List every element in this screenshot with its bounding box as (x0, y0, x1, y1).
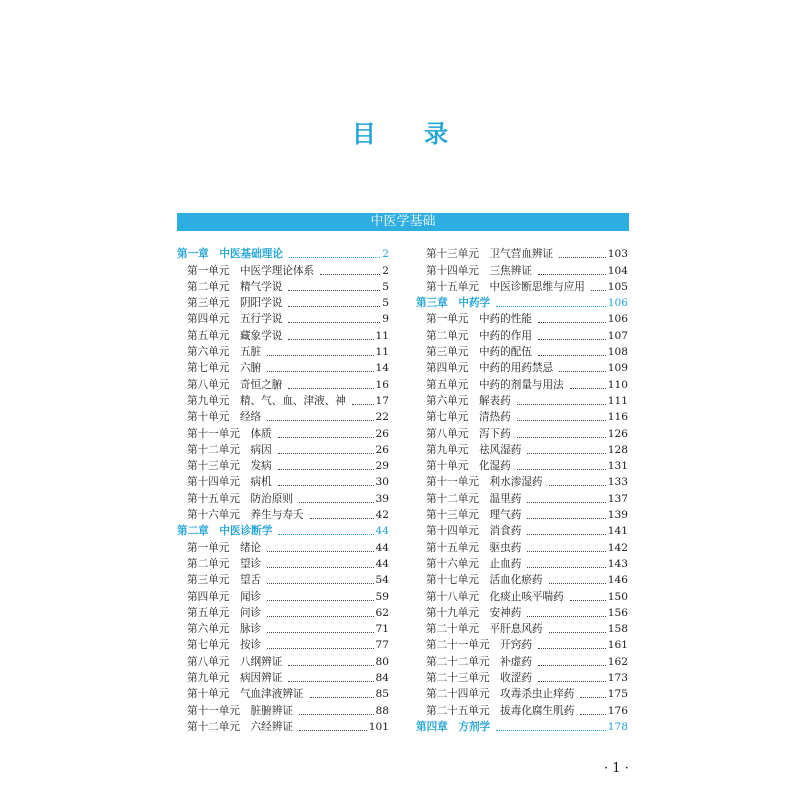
entry-page-number: 54 (375, 574, 389, 587)
toc-unit-entry (416, 424, 628, 440)
entry-title: 第三单元 阴阳学说 (187, 297, 283, 310)
toc-unit-entry (416, 375, 628, 391)
toc-unit-entry (416, 278, 628, 294)
dot-leader (538, 355, 606, 356)
entry-page-number: 39 (375, 492, 389, 505)
dot-leader (267, 616, 373, 617)
toc-right-column (416, 245, 628, 734)
toc-unit-entry (416, 441, 628, 457)
toc-chapter-entry (416, 718, 628, 734)
toc-unit-entry (177, 294, 389, 310)
entry-title: 第九单元 祛风湿药 (426, 443, 522, 456)
entry-title: 第二章 中医诊断学 (177, 525, 273, 538)
entry-page-number: 133 (607, 476, 628, 489)
entry-title: 第七单元 按诊 (187, 639, 262, 652)
dot-leader (496, 306, 606, 307)
toc-unit-entry (177, 555, 389, 571)
entry-title: 第六单元 五脏 (187, 346, 262, 359)
entry-title: 第九单元 精、气、血、津液、神 (187, 394, 346, 407)
entry-title: 第十单元 经络 (187, 411, 262, 424)
entry-page-number: 107 (607, 329, 628, 342)
entry-title: 第十三单元 理气药 (426, 509, 522, 522)
entry-page-number: 14 (375, 362, 389, 375)
dot-leader (527, 551, 605, 552)
page-title: 目 录 (351, 120, 469, 148)
entry-title: 第十五单元 防治原则 (187, 492, 293, 505)
entry-page-number: 139 (607, 509, 628, 522)
toc-unit-entry (177, 604, 389, 620)
toc-unit-entry (177, 473, 389, 489)
entry-title: 第十五单元 中医诊断思维与应用 (426, 280, 585, 293)
entry-page-number: 109 (607, 362, 628, 375)
toc-unit-entry (177, 424, 389, 440)
entry-page-number: 150 (607, 590, 628, 603)
dot-leader (538, 274, 606, 275)
toc-unit-entry (416, 457, 628, 473)
entry-title: 第二十五单元 拔毒化腐生肌药 (426, 704, 575, 717)
entry-title: 第八单元 奇恒之腑 (187, 378, 283, 391)
entry-page-number: 106 (607, 313, 628, 326)
toc-unit-entry (177, 343, 389, 359)
entry-title: 第十四单元 消食药 (426, 525, 522, 538)
entry-title: 第十九单元 安神药 (426, 606, 522, 619)
entry-title: 第二单元 中药的作用 (426, 329, 532, 342)
toc-unit-entry (177, 571, 389, 587)
entry-page-number: 126 (607, 427, 628, 440)
entry-page-number: 80 (375, 655, 389, 668)
entry-title: 第二十一单元 开窍药 (426, 639, 532, 652)
dot-leader (527, 616, 605, 617)
dot-leader (527, 518, 605, 519)
entry-title: 第十一单元 体质 (187, 427, 272, 440)
dot-leader (538, 665, 606, 666)
entry-page-number: 175 (607, 688, 628, 701)
dot-leader (591, 290, 606, 291)
entry-title: 第三单元 中药的配伍 (426, 346, 532, 359)
entry-page-number: 16 (375, 378, 389, 391)
dot-leader (527, 567, 605, 568)
entry-title: 第十八单元 化痰止咳平喘药 (426, 590, 564, 603)
entry-page-number: 11 (375, 329, 389, 342)
toc-unit-entry (416, 326, 628, 342)
entry-page-number: 111 (607, 394, 628, 407)
dot-leader (267, 600, 373, 601)
dot-leader (299, 502, 374, 503)
dot-leader (538, 322, 606, 323)
entry-title: 第七单元 六腑 (187, 362, 262, 375)
entry-page-number: 44 (375, 557, 389, 570)
entry-title: 第二十二单元 补虚药 (426, 655, 532, 668)
entry-title: 第十一单元 利水渗湿药 (426, 476, 543, 489)
toc-unit-entry (416, 245, 628, 261)
entry-page-number: 29 (375, 460, 389, 473)
entry-page-number: 17 (375, 394, 389, 407)
toc-unit-entry (177, 506, 389, 522)
toc-unit-entry (416, 392, 628, 408)
toc-unit-entry (177, 441, 389, 457)
toc-unit-entry (416, 343, 628, 359)
dot-leader (288, 306, 380, 307)
entry-page-number: 30 (375, 476, 389, 489)
toc-unit-entry (416, 669, 628, 685)
dot-leader (527, 502, 605, 503)
entry-page-number: 5 (382, 297, 389, 310)
dot-leader (267, 583, 373, 584)
toc-unit-entry (416, 522, 628, 538)
entry-page-number: 108 (607, 346, 628, 359)
entry-page-number: 5 (382, 280, 389, 293)
entry-title: 第二十单元 平肝息风药 (426, 623, 543, 636)
toc-unit-entry (177, 685, 389, 701)
dot-leader (538, 339, 606, 340)
toc-unit-entry (416, 636, 628, 652)
entry-page-number: 173 (607, 672, 628, 685)
dot-leader (352, 404, 374, 405)
dot-leader (496, 730, 606, 731)
dot-leader (288, 322, 380, 323)
dot-leader (288, 339, 373, 340)
toc-unit-entry (177, 408, 389, 424)
dot-leader (570, 388, 606, 389)
toc-unit-entry (177, 261, 389, 277)
dot-leader (549, 485, 606, 486)
dot-leader (527, 453, 605, 454)
entry-title: 第十三单元 发病 (187, 460, 272, 473)
dot-leader (289, 257, 380, 258)
entry-title: 第二十三单元 收涩药 (426, 672, 532, 685)
dot-leader (267, 355, 373, 356)
dot-leader (278, 453, 374, 454)
entry-title: 第十单元 气血津液辨证 (187, 688, 304, 701)
dot-leader (288, 388, 373, 389)
entry-page-number: 128 (607, 443, 628, 456)
toc-chapter-entry (177, 522, 389, 538)
dot-leader (538, 681, 606, 682)
dot-leader (559, 371, 606, 372)
dot-leader (580, 697, 605, 698)
dot-leader (299, 730, 367, 731)
dot-leader (278, 469, 374, 470)
dot-leader (517, 469, 606, 470)
dot-leader (517, 420, 606, 421)
entry-page-number: 77 (375, 639, 389, 652)
dot-leader (549, 632, 606, 633)
dot-leader (288, 681, 373, 682)
entry-title: 第八单元 泻下药 (426, 427, 511, 440)
toc-unit-entry (416, 261, 628, 277)
entry-page-number: 162 (607, 655, 628, 668)
toc-unit-entry (177, 359, 389, 375)
entry-title: 第四单元 五行学说 (187, 313, 283, 326)
entry-title: 第一单元 中药的性能 (426, 313, 532, 326)
entry-page-number: 142 (607, 541, 628, 554)
dot-leader (559, 257, 606, 258)
toc-unit-entry (416, 310, 628, 326)
entry-title: 第十六单元 止血药 (426, 557, 522, 570)
dot-leader (517, 404, 606, 405)
toc-unit-entry (416, 489, 628, 505)
entry-page-number: 71 (375, 623, 389, 636)
dot-leader (288, 290, 380, 291)
toc-unit-entry (177, 310, 389, 326)
entry-title: 第三章 中药学 (416, 297, 491, 310)
entry-title: 第十二单元 温里药 (426, 492, 522, 505)
entry-page-number: 158 (607, 623, 628, 636)
entry-title: 第十七单元 活血化瘀药 (426, 574, 543, 587)
dot-leader (278, 485, 374, 486)
entry-page-number: 84 (375, 672, 389, 685)
entry-title: 第八单元 八纲辨证 (187, 655, 283, 668)
entry-page-number: 44 (375, 525, 389, 538)
entry-page-number: 116 (607, 411, 628, 424)
entry-page-number: 44 (375, 541, 389, 554)
entry-title: 第十四单元 三焦辨证 (426, 264, 532, 277)
entry-title: 第二单元 望诊 (187, 557, 262, 570)
dot-leader (517, 437, 606, 438)
dot-leader (310, 697, 374, 698)
entry-title: 第十二单元 病因 (187, 443, 272, 456)
toc-unit-entry (177, 326, 389, 342)
toc-unit-entry (177, 587, 389, 603)
toc-unit-entry (177, 278, 389, 294)
entry-title: 第十单元 化湿药 (426, 460, 511, 473)
entry-title: 第四单元 闻诊 (187, 590, 262, 603)
page-number: · 1 · (604, 761, 629, 776)
toc-unit-entry (177, 457, 389, 473)
dot-leader (288, 665, 373, 666)
entry-title: 第四章 方剂学 (416, 720, 491, 733)
toc-unit-entry (177, 620, 389, 636)
dot-leader (310, 518, 374, 519)
toc-unit-entry (177, 375, 389, 391)
entry-title: 第五单元 藏象学说 (187, 329, 283, 342)
toc-unit-entry (416, 587, 628, 603)
toc-chapter-entry (177, 245, 389, 261)
entry-page-number: 59 (375, 590, 389, 603)
entry-title: 第一单元 中医学理论体系 (187, 264, 315, 277)
entry-title: 第一章 中医基础理论 (177, 248, 283, 261)
entry-page-number: 143 (607, 557, 628, 570)
toc-unit-entry (416, 620, 628, 636)
entry-page-number: 146 (607, 574, 628, 587)
entry-page-number: 85 (375, 688, 389, 701)
entry-page-number: 176 (607, 704, 628, 717)
entry-title: 第十四单元 病机 (187, 476, 272, 489)
entry-page-number: 26 (375, 443, 389, 456)
entry-page-number: 103 (607, 248, 628, 261)
entry-page-number: 62 (375, 606, 389, 619)
toc-unit-entry (177, 636, 389, 652)
entry-page-number: 105 (607, 280, 628, 293)
toc-unit-entry (416, 571, 628, 587)
entry-title: 第五单元 中药的剂量与用法 (426, 378, 564, 391)
toc-unit-entry (177, 489, 389, 505)
entry-page-number: 22 (375, 411, 389, 424)
dot-leader (267, 648, 373, 649)
toc-unit-entry (416, 604, 628, 620)
entry-page-number: 26 (375, 427, 389, 440)
toc-unit-entry (416, 538, 628, 554)
dot-leader (299, 714, 374, 715)
toc-unit-entry (177, 392, 389, 408)
entry-title: 第七单元 清热药 (426, 411, 511, 424)
toc-left-column (177, 245, 389, 734)
toc-unit-entry (416, 685, 628, 701)
dot-leader (267, 371, 373, 372)
entry-page-number: 104 (607, 264, 628, 277)
entry-title: 第九单元 病因辨证 (187, 672, 283, 685)
entry-page-number: 110 (607, 378, 628, 391)
entry-title: 第六单元 解表药 (426, 394, 511, 407)
toc-unit-entry (177, 669, 389, 685)
dot-leader (267, 551, 373, 552)
entry-page-number: 101 (368, 720, 389, 733)
entry-page-number: 88 (375, 704, 389, 717)
toc-unit-entry (416, 473, 628, 489)
entry-page-number: 131 (607, 460, 628, 473)
entry-title: 第三单元 望舌 (187, 574, 262, 587)
entry-title: 第二单元 精气学说 (187, 280, 283, 293)
dot-leader (527, 534, 605, 535)
entry-title: 第十六单元 养生与寿夭 (187, 509, 304, 522)
dot-leader (580, 714, 605, 715)
entry-title: 第十五单元 驱虫药 (426, 541, 522, 554)
entry-page-number: 178 (607, 720, 628, 733)
dot-leader (267, 632, 373, 633)
toc-unit-entry (416, 701, 628, 717)
entry-page-number: 106 (607, 297, 628, 310)
entry-title: 第四单元 中药的用药禁忌 (426, 362, 554, 375)
entry-title: 第一单元 绪论 (187, 541, 262, 554)
section-banner: 中医学基础 (177, 213, 629, 231)
toc-unit-entry (416, 506, 628, 522)
toc-unit-entry (177, 538, 389, 554)
toc-chapter-entry (416, 294, 628, 310)
entry-page-number: 2 (382, 248, 389, 261)
dot-leader (570, 600, 606, 601)
entry-page-number: 2 (382, 264, 389, 277)
entry-page-number: 161 (607, 639, 628, 652)
entry-page-number: 141 (607, 525, 628, 538)
dot-leader (549, 583, 606, 584)
dot-leader (267, 420, 373, 421)
entry-title: 第六单元 脉诊 (187, 623, 262, 636)
dot-leader (278, 437, 374, 438)
entry-page-number: 42 (375, 509, 389, 522)
entry-page-number: 156 (607, 606, 628, 619)
entry-title: 第二十四单元 攻毒杀虫止痒药 (426, 688, 575, 701)
dot-leader (538, 648, 606, 649)
toc-unit-entry (177, 701, 389, 717)
entry-title: 第五单元 问诊 (187, 606, 262, 619)
dot-leader (278, 534, 373, 535)
entry-title: 第十一单元 脏腑辨证 (187, 704, 293, 717)
toc-unit-entry (416, 408, 628, 424)
entry-page-number: 11 (375, 346, 389, 359)
toc-unit-entry (416, 359, 628, 375)
entry-page-number: 137 (607, 492, 628, 505)
dot-leader (320, 274, 380, 275)
toc-unit-entry (177, 652, 389, 668)
dot-leader (267, 567, 373, 568)
entry-title: 第十三单元 卫气营血辨证 (426, 248, 554, 261)
toc-unit-entry (416, 555, 628, 571)
toc-unit-entry (416, 652, 628, 668)
entry-page-number: 9 (382, 313, 389, 326)
toc-unit-entry (177, 718, 389, 734)
entry-title: 第十二单元 六经辨证 (187, 720, 293, 733)
